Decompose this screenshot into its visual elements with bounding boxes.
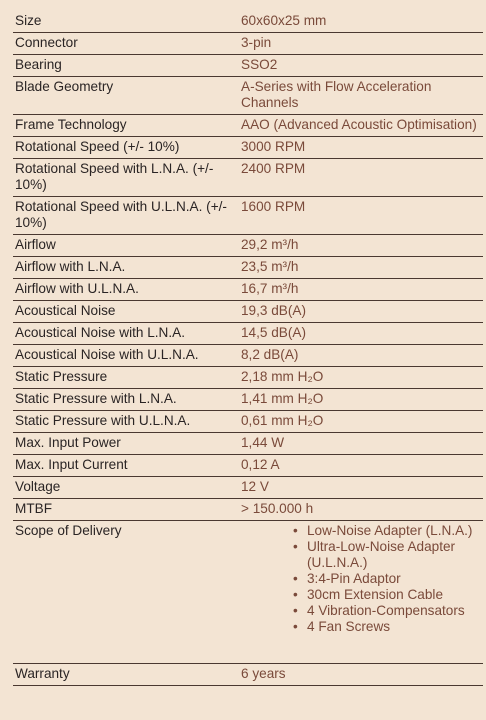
spec-label: Static Pressure with U.L.N.A.: [15, 413, 191, 428]
spec-label: Acoustical Noise with L.N.A.: [15, 325, 185, 340]
table-row: [13, 159, 483, 197]
spec-label: Connector: [15, 35, 78, 50]
spec-value: 19,3 dB(A): [241, 303, 306, 318]
list-item: • Ultra-Low-Noise Adapter (U.L.N.A.): [293, 539, 483, 571]
spec-value: 1,41 mm H₂O: [241, 391, 324, 406]
spec-label: Max. Input Current: [15, 457, 128, 472]
table-row: [13, 33, 483, 55]
spec-label: Acoustical Noise: [15, 303, 116, 318]
spec-label: Rotational Speed (+/- 10%): [15, 139, 180, 154]
spec-value: 2,18 mm H₂O: [241, 369, 324, 384]
spec-value: 1,44 W: [241, 435, 285, 450]
table-row: [13, 235, 483, 257]
table-row: [13, 197, 483, 235]
delivery-list: [241, 523, 483, 635]
spec-value: AAO (Advanced Acoustic Optimisation): [241, 117, 477, 132]
table-row: [13, 367, 483, 389]
spec-value: 6 years: [241, 666, 286, 681]
spec-table: [13, 10, 483, 686]
spec-label: Rotational Speed with L.N.A. (+/- 10%): [15, 161, 214, 192]
spec-value: 1600 RPM: [241, 199, 306, 214]
table-row: [13, 257, 483, 279]
table-row: [13, 301, 483, 323]
table-row: [13, 323, 483, 345]
spec-label: Size: [15, 13, 42, 28]
spec-value: 60x60x25 mm: [241, 13, 327, 28]
spec-value: 29,2 m³/h: [241, 237, 299, 252]
table-row: [13, 55, 483, 77]
spec-label: Rotational Speed with U.L.N.A. (+/- 10%): [15, 199, 227, 230]
spec-rows: [13, 10, 483, 521]
spec-value: 12 V: [241, 479, 269, 494]
spec-label: Frame Technology: [15, 117, 127, 132]
spec-value: [241, 523, 483, 660]
spec-label: Airflow: [15, 237, 56, 252]
spec-label: Bearing: [15, 57, 62, 72]
list-item: • 4 Vibration-Compensators: [293, 603, 483, 619]
spec-label: Warranty: [15, 666, 70, 681]
spec-label: Static Pressure with L.N.A.: [15, 391, 177, 406]
spec-value: 2400 RPM: [241, 161, 306, 176]
spec-value: 8,2 dB(A): [241, 347, 299, 362]
spec-value: 3000 RPM: [241, 139, 306, 154]
spec-value: 3-pin: [241, 35, 272, 50]
spec-label: Static Pressure: [15, 369, 108, 384]
list-item: • 30cm Extension Cable: [293, 587, 483, 603]
spec-value: A-Series with Flow Acceleration Channels: [241, 79, 432, 110]
spec-value: 0,61 mm H₂O: [241, 413, 324, 428]
table-row: [13, 455, 483, 477]
table-row: [13, 77, 483, 115]
list-item: • Low-Noise Adapter (L.N.A.): [293, 523, 483, 539]
table-row: [13, 279, 483, 301]
spec-label: Acoustical Noise with U.L.N.A.: [15, 347, 199, 362]
spec-label: Airflow with U.L.N.A.: [15, 281, 139, 296]
list-item: • 4 Fan Screws: [293, 619, 483, 635]
table-row: [13, 477, 483, 499]
spec-label: Scope of Delivery: [15, 523, 122, 538]
spec-row-scope-of-delivery: [13, 521, 483, 664]
table-row: [13, 10, 483, 33]
spec-label: Voltage: [15, 479, 61, 494]
table-row: [13, 345, 483, 367]
table-row: [13, 137, 483, 159]
spec-label: Airflow with L.N.A.: [15, 259, 126, 274]
table-row: [13, 433, 483, 455]
list-item: • 3:4-Pin Adaptor: [293, 571, 483, 587]
spec-value: 14,5 dB(A): [241, 325, 306, 340]
spec-value: 0,12 A: [241, 457, 280, 472]
table-row: [13, 411, 483, 433]
spec-value: 16,7 m³/h: [241, 281, 299, 296]
spec-row-warranty: [13, 664, 483, 686]
spec-value: SSO2: [241, 57, 278, 72]
spec-value: > 150.000 h: [241, 501, 314, 516]
table-row: [13, 389, 483, 411]
spec-label: Max. Input Power: [15, 435, 121, 450]
spec-value: 23,5 m³/h: [241, 259, 299, 274]
table-row: [13, 499, 483, 521]
table-row: [13, 115, 483, 137]
spec-label: MTBF: [15, 501, 52, 516]
spec-label: Blade Geometry: [15, 79, 114, 94]
